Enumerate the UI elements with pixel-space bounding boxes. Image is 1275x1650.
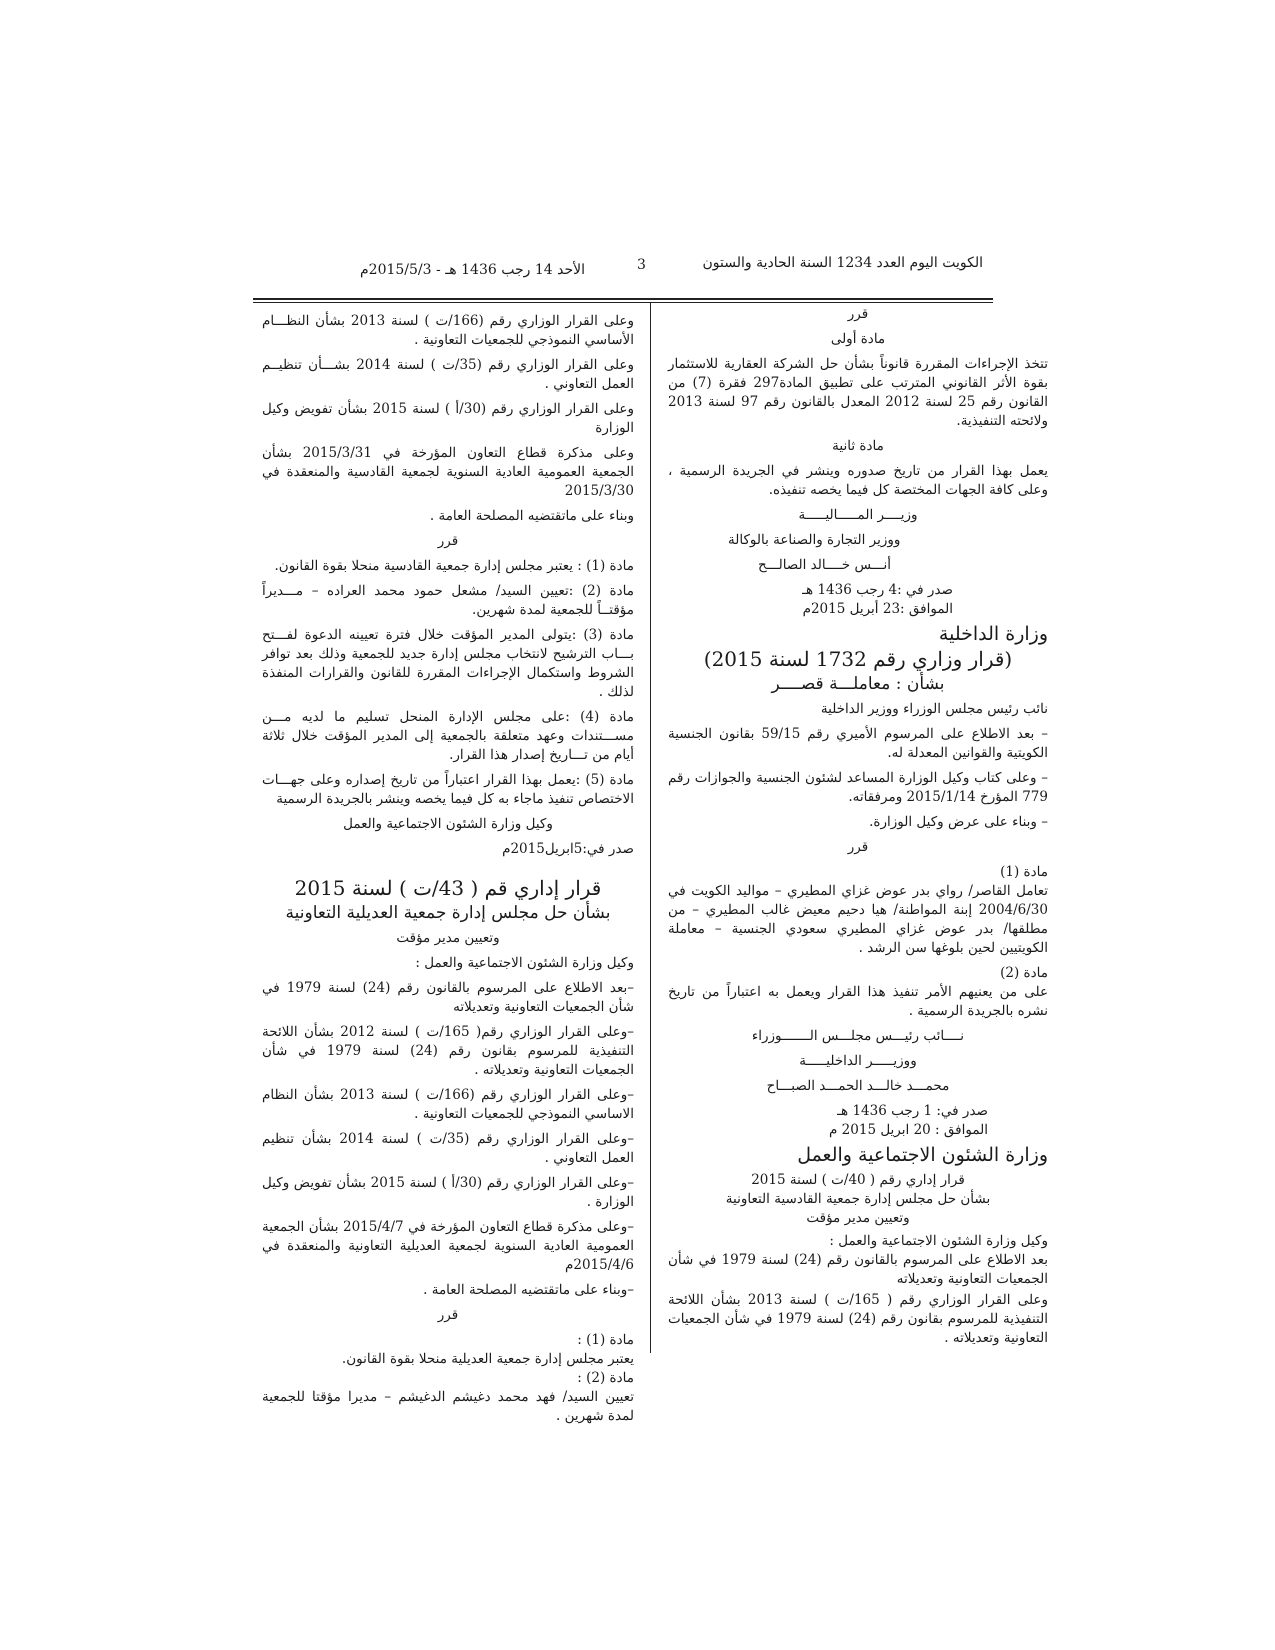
signature-title: وكيل وزارة الشئون الاجتماعية والعمل xyxy=(343,816,553,832)
article-text: مادة (1) : يعتبر مجلس إدارة جمعية القادسية منحلا بقوة القانون. xyxy=(274,558,634,574)
preamble: وعلى القرار الوزاري رقم (35/ت ) لسنة 2014 بشـــأن تنظيــم العمل التعاوني . xyxy=(262,357,635,392)
article-heading: مادة (2) : xyxy=(577,1370,634,1386)
signature-title: نــــائب رئيـــس مجلـــس الـــــــوزراء xyxy=(751,1028,965,1044)
article-text: تعامل القاصر/ رواي بدر عوض غزاي المطيري – مواليد الكويت في 2004/6/30 إبنة المواطنة/ هيا دحيم معيض غالب المطيري – من مطلقها/ بدر عوض غزاي المطيري سعودي الجنسية – معاملة الكويتيين لحين بلوغها سن الرشد . xyxy=(668,883,1048,956)
article-text: يعتبر مجلس إدارة جمعية العديلية منحلا بقوة القانون. xyxy=(341,1351,634,1367)
decision-heading: قرر xyxy=(437,1307,459,1323)
preamble: –وعلى القرار الوزاري رقم( 165/ت ) لسنة 2012 بشأن اللائحة التنفيذية للمرسوم بقانون رقم (24) لسنة 1979 في شأن الجمعيات التعاونية وتعديلاته . xyxy=(262,1024,634,1078)
preamble: وبناء على ماتقتضيه المصلحة العامة . xyxy=(429,508,634,524)
decision-subject: بشأن : معاملـــة قصــــر xyxy=(771,674,945,694)
decision-subject: وتعيين مدير مؤقت xyxy=(806,1210,910,1226)
article-text: مادة (4) :على مجلس الإدارة المنحل تسليم ما لديه مـــن مســـتندات وعهد متعلقة بالجمعية إلى المدير المؤقت خلال ثلاثة أيام من تـــاريخ إصدار هذا القرار. xyxy=(262,709,634,763)
signature-title: وزيــــر المـــــاليـــــة xyxy=(798,507,918,523)
decision-subject: وتعيين مدير مؤقت xyxy=(396,930,500,946)
article-text: مادة (5) :يعمل بهذا القرار اعتباراً من تاريخ إصداره وعلى جهـــات الاختصاص تنفيذ ماجاء به كل فيما يخصه وينشر بالجريدة الرسمية xyxy=(262,772,634,807)
ministry-heading: وزارة الشئون الاجتماعية والعمل xyxy=(797,1144,1048,1166)
preamble: وعلى القرار الوزاري رقم ( 165/ت ) لسنة 2013 بشأن اللائحة التنفيذية للمرسوم بقانون رقم (24) لسنة 1979 في شأن الجمعيات التعاونية وتعديلاته . xyxy=(668,1292,1048,1346)
preamble: وعلى مذكرة قطاع التعاون المؤرخة في 2015/3/31 بشأن الجمعية العمومية العادية السنوية لجمعية القادسية والمنعقدة في 2015/3/30 xyxy=(262,445,634,499)
signature-title: ووزير التجارة والصناعة بالوكالة xyxy=(728,532,901,548)
header-page-number: 3 xyxy=(637,257,646,273)
preamble: –وعلى القرار الوزاري رقم (166/ت ) لسنة 2013 بشأن النظام الاساسي النموذجي للجمعيات التعاونية . xyxy=(262,1087,634,1122)
signature-title: ووزيـــــر الداخليـــــة xyxy=(799,1053,917,1069)
issuer: نائب رئيس مجلس الوزراء ووزير الداخلية xyxy=(820,701,1048,717)
issue-date: صدر في :4 رجب 1436 هـ xyxy=(802,582,953,598)
preamble: – بعد الاطلاع على المرسوم الأميري رقم 59/15 بقانون الجنسية الكويتية والقوانين المعدلة له. xyxy=(668,726,1049,761)
article-heading: مادة أولى xyxy=(830,331,886,347)
header-date: الأحد 14 رجب 1436 هـ - 2015/5/3م xyxy=(360,262,585,278)
decision-title: قرار إداري قم ( 43/ت ) لسنة 2015 xyxy=(294,876,602,900)
header-issue: الكويت اليوم العدد 1234 السنة الحادية والستون xyxy=(702,255,983,271)
preamble: بعد الاطلاع على المرسوم بالقانون رقم (24) لسنة 1979 في شأن الجمعيات التعاونية وتعديلاته xyxy=(668,1252,1048,1287)
article-text: تعيين السيد/ فهد محمد دغيشم الدغيشم – مديرا مؤقتا للجمعية لمدة شهرين . xyxy=(262,1389,634,1424)
left-column xyxy=(262,312,634,1432)
ministry-heading: وزارة الداخلية xyxy=(938,623,1048,645)
decision-subject: بشأن حل مجلس إدارة جمعية القادسية التعاونية xyxy=(725,1191,991,1207)
decision-heading: قرر xyxy=(847,839,869,855)
header-rule-thin xyxy=(253,302,993,303)
article-text: مادة (2) :تعيين السيد/ مشعل حمود محمد العراده – مـــديراً مؤقتــاً للجمعية لمدة شهرين. xyxy=(262,583,634,618)
preamble: –وعلى القرار الوزاري رقم (30/أ ) لسنة 2015 بشأن تفويض وكيل الوزارة . xyxy=(262,1175,634,1210)
article-heading: مادة (1) xyxy=(1000,864,1048,880)
issue-date: الموافق : 20 ابريل 2015 م xyxy=(829,1122,988,1138)
decision-heading: قرر xyxy=(437,533,459,549)
article-heading: مادة ثانية xyxy=(832,438,884,454)
article-heading: مادة (2) xyxy=(1000,965,1048,981)
decision-heading: قرر xyxy=(847,306,869,322)
article-text: تتخذ الإجراءات المقررة قانوناً بشأن حل الشركة العقارية للاستثمار بقوة الأثر القانوني المترتب على تطبيق المادة297 فقرة (7) من القانون رقم 25 لسنة 2012 المعدل بالقانون رقم 97 لسنة 2013 ولائحته التنفيذية. xyxy=(668,356,1049,429)
header-rule xyxy=(253,298,993,300)
article-text: يعمل بهذا القرار من تاريخ صدوره وينشر في الجريدة الرسمية ، وعلى كافة الجهات المختصة كل فيما يخصه تنفيذه. xyxy=(668,463,1048,498)
preamble: –وبناء على ماتقتضيه المصلحة العامة . xyxy=(423,1282,634,1298)
preamble: وعلى القرار الوزاري رقم (30/أ ) لسنة 2015 بشأن تفويض وكيل الوزارة xyxy=(262,401,634,436)
preamble: –بعد الاطلاع على المرسوم بالقانون رقم (24) لسنة 1979 في شأن الجمعيات التعاونية وتعديلاته xyxy=(262,980,634,1015)
preamble: –وعلى مذكرة قطاع التعاون المؤرخة في 2015/4/7 بشأن الجمعية العمومية العادية السنوية لجمعية العديلية التعاونية والمنعقدة في 2015/4/6م xyxy=(262,1219,634,1273)
issue-date: الموافق :23 أبريل 2015م xyxy=(802,601,953,617)
preamble: – وبناء على عرض وكيل الوزارة. xyxy=(869,814,1048,830)
signature-name: محمـــد خالـــد الحمـــد الصبـــاح xyxy=(766,1078,950,1094)
preamble: وعلى القرار الوزاري رقم (166/ت ) لسنة 2013 بشأن النظـــام الأساسي النموذجي للجمعيات التعاونية . xyxy=(262,313,634,348)
article-text: مادة (3) :يتولى المدير المؤقت خلال فترة تعيينه الدعوة لفـــتح بـــاب الترشيح لانتخاب مجلس إدارة جديد للجمعية وذلك بعد توافر الشروط واستكمال الإجراءات المقررة للقانون والقرارات المنفذة لذلك . xyxy=(262,627,634,700)
preamble: –وعلى القرار الوزاري رقم (35/ت ) لسنة 2014 بشأن تنظيم العمل التعاوني . xyxy=(262,1131,635,1166)
issuer: وكيل وزارة الشئون الاجتماعية والعمل : xyxy=(829,1233,1048,1249)
signature-name: أنـــس خــــالد الصالـــح xyxy=(758,557,892,573)
article-text: على من يعنيهم الأمر تنفيذ هذا القرار ويعمل به اعتباراً من تاريخ نشره بالجريدة الرسمية . xyxy=(668,984,1048,1019)
column-divider xyxy=(650,303,651,1353)
issue-date: صدر في:5ابريل2015م xyxy=(502,841,634,857)
decision-subject: بشأن حل مجلس إدارة جمعية العديلية التعاونية xyxy=(285,903,611,923)
issuer: وكيل وزارة الشئون الاجتماعية والعمل : xyxy=(415,955,634,971)
decision-title: قرار إداري رقم ( 40/ت ) لسنة 2015 xyxy=(751,1172,965,1188)
issue-date: صدر في: 1 رجب 1436 هـ xyxy=(837,1103,988,1119)
decision-title: (قرار وزاري رقم 1732 لسنة 2015) xyxy=(703,647,1013,671)
right-column xyxy=(668,305,1048,1354)
article-heading: مادة (1) : xyxy=(577,1332,634,1348)
preamble: – وعلى كتاب وكيل الوزارة المساعد لشئون الجنسية والجوازات رقم 779 المؤرخ 2015/1/14 ومرفقاته. xyxy=(668,770,1048,805)
